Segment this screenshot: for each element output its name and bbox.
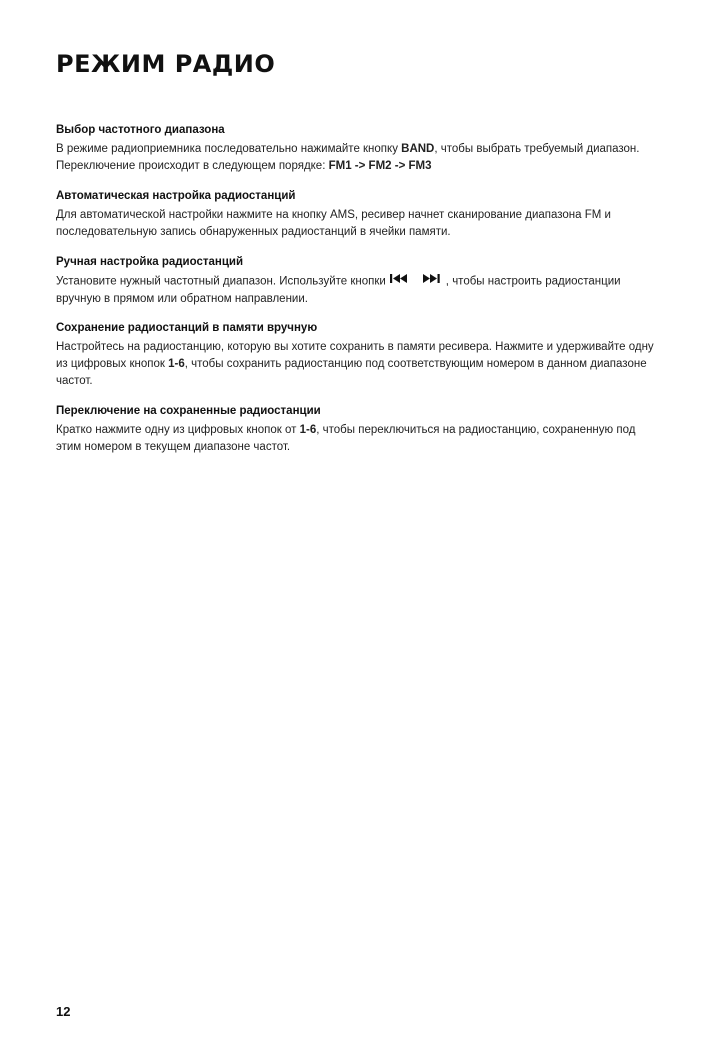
section-text: Для автоматической настройки нажмите на кнопку AMS, ресивер начнет сканирование диапазона FM и последовательную запись обнаруженных радиостанций в ячейки памяти.	[56, 209, 611, 238]
section-heading: Ручная настройка радиостанций	[56, 256, 244, 268]
section-heading: Переключение на сохраненные радиостанции	[56, 405, 321, 417]
preset-buttons: 1-6	[168, 358, 185, 370]
section-preset-switching	[56, 403, 656, 456]
section-text	[56, 141, 656, 175]
text-fragment: , чтобы настроить радиостанции вручную в прямом или обратном направлении.	[56, 275, 621, 305]
section-heading: Сохранение радиостанций в памяти вручную	[56, 322, 318, 334]
section-text	[56, 339, 656, 390]
text-fragment: В режиме радиоприемника последовательно нажимайте кнопку	[56, 143, 402, 155]
skip-previous-icon	[389, 273, 411, 290]
section-manual-memory	[56, 320, 656, 390]
text-fragment: , чтобы сохранить радиостанцию под соответствующим номером в данном диапазоне частот.	[56, 358, 647, 387]
skip-next-icon	[421, 273, 443, 290]
text-fragment: Настройтесь на радиостанцию, которую вы хотите сохранить в памяти ресивера. Нажмите и удерживайте одну из цифровых кнопок	[56, 341, 654, 370]
text-fragment: Установите нужный частотный диапазон. Используйте кнопки	[56, 275, 390, 288]
section-text	[56, 273, 656, 308]
text-fragment: , чтобы выбрать требуемый диапазон. Переключение происходит в следующем порядке:	[56, 143, 640, 172]
section-auto-tuning	[56, 188, 656, 241]
page-number: 12	[56, 1004, 71, 1019]
band-order: FM1 -> FM2 -> FM3	[328, 160, 432, 172]
band-button-name: BAND	[401, 143, 435, 155]
page-title: РЕЖИМ РАДИО	[56, 50, 276, 78]
section-heading: Автоматическая настройка радиостанций	[56, 190, 296, 202]
text-fragment: Кратко нажмите одну из цифровых кнопок от	[56, 424, 300, 436]
text-fragment: , чтобы переключиться на радиостанцию, сохраненную под этим номером в текущем диапазоне частот.	[56, 424, 636, 453]
preset-buttons: 1-6	[299, 424, 317, 436]
section-text	[56, 422, 656, 456]
section-band-selection	[56, 122, 656, 175]
section-heading: Выбор частотного диапазона	[56, 124, 225, 136]
section-manual-tuning	[56, 254, 656, 308]
